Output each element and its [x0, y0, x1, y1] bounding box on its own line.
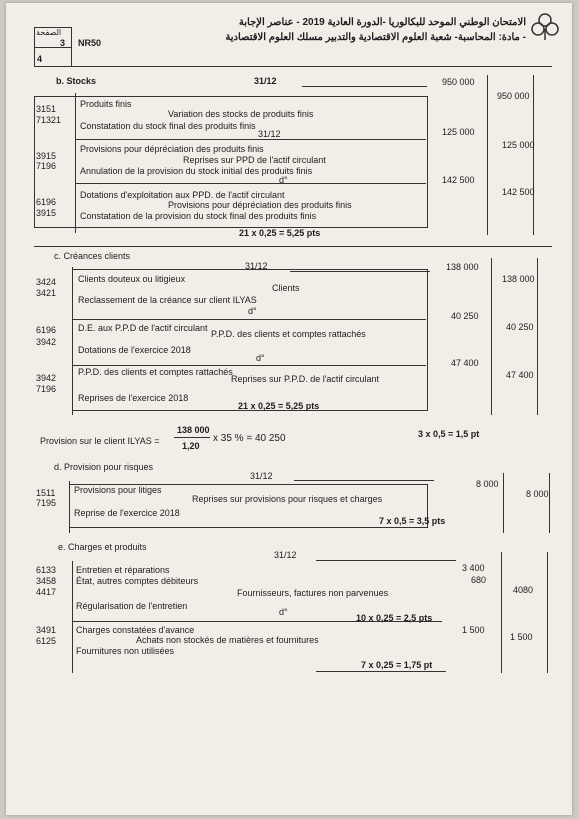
- section-b-date: 31/12: [254, 76, 277, 86]
- provision-calc-points: 3 x 0,5 = 1,5 pt: [418, 429, 480, 439]
- section-c-points: 21 x 0,25 = 5,25 pts: [238, 401, 320, 411]
- entry-c2-credit: P.P.D. des clients et comptes rattachés: [211, 329, 366, 339]
- provision-calc-result: x 35 % = 40 250: [213, 433, 286, 444]
- entry-c2-label: Dotations de l'exercice 2018: [78, 345, 191, 355]
- entry-b2-account-2: 7196: [36, 161, 57, 171]
- entry-e1-debit-2: État, autres comptes débiteurs: [76, 576, 199, 586]
- entry-c2-account-1: 6196: [36, 325, 57, 335]
- entry-e1-account-3: 4417: [36, 587, 57, 597]
- section-c-date: 31/12: [245, 261, 268, 271]
- entry-c3-account-2: 7196: [36, 384, 57, 394]
- entry-c3-credit-amount: 47 400: [506, 370, 534, 380]
- entry-c1-label: Reclassement de la créance sur client ILYAS: [78, 295, 257, 305]
- entry-b2-account-1: 3915: [36, 151, 57, 161]
- provision-calc-numerator: 138 000: [177, 425, 210, 435]
- entry-c1-debit-amount: 138 000: [446, 262, 479, 272]
- entry-e2-credit-amount: 1 500: [510, 632, 533, 642]
- entry-e1-debit-amount-1: 3 400: [462, 563, 485, 573]
- entry-b1-debit-amount: 950 000: [442, 77, 475, 87]
- entry-b3-debit: Dotations d'exploitation aux PPD. de l'actif circulant: [80, 190, 285, 200]
- entry-e2-label: Fournitures non utilisées: [76, 646, 175, 656]
- entry-d1-account-2: 7195: [36, 498, 57, 508]
- entry-c3-account-1: 3942: [36, 373, 57, 383]
- entry-c1-mark: d°: [248, 306, 257, 316]
- entry-e2-points: 7 x 0,25 = 1,75 pt: [361, 660, 433, 670]
- entry-e1-debit-amount-2: 680: [471, 575, 487, 585]
- entry-b3-debit-amount: 142 500: [442, 175, 475, 185]
- entry-e1-account-2: 3458: [36, 576, 57, 586]
- entry-c1-credit-amount: 138 000: [502, 274, 535, 284]
- page-number: 3: [60, 38, 66, 48]
- entry-e1-mark: d°: [279, 607, 288, 617]
- provision-calc-denominator: 1,20: [182, 441, 200, 451]
- entry-d1-debit-amount: 8 000: [476, 479, 499, 489]
- entry-b1-credit: Variation des stocks de produits finis: [168, 109, 314, 119]
- entry-c3-label: Reprises de l'exercice 2018: [78, 393, 189, 403]
- section-b-points: 21 x 0,25 = 5,25 pts: [239, 228, 321, 238]
- entry-b3-account-2: 3915: [36, 208, 57, 218]
- entry-b2-credit: Reprises sur PPD de l'actif circulant: [183, 155, 326, 165]
- entry-b3-account-1: 6196: [36, 197, 57, 207]
- entry-d1-debit: Provisions pour litiges: [74, 485, 162, 495]
- entry-e2-credit: Achats non stockés de matières et fournitures: [136, 635, 319, 645]
- entry-c1-account-2: 3421: [36, 288, 57, 298]
- entry-b1-date: 31/12: [258, 129, 281, 139]
- entry-c2-mark: d°: [256, 353, 265, 363]
- entry-b2-debit: Provisions pour dépréciation des produits finis: [80, 144, 264, 154]
- entry-e1-credit-amount: 4080: [513, 585, 534, 595]
- section-d-title: d. Provision pour risques: [54, 462, 154, 472]
- entry-e1-debit-1: Entretien et réparations: [76, 565, 170, 575]
- entry-b1-account-2: 71321: [36, 115, 62, 125]
- entry-b1-account-1: 3151: [36, 104, 57, 114]
- section-e-title: e. Charges et produits: [58, 542, 147, 552]
- section-d-points: 7 x 0,5 = 3,5 pts: [379, 516, 446, 526]
- entry-e2-debit-amount: 1 500: [462, 625, 485, 635]
- entry-c3-debit: P.P.D. des clients et comptes rattachés: [78, 367, 233, 377]
- entry-b2-debit-amount: 125 000: [442, 127, 475, 137]
- entry-c1-credit: Clients: [272, 283, 300, 293]
- entry-b3-credit-amount: 142 500: [502, 187, 535, 197]
- section-e-date: 31/12: [274, 550, 297, 560]
- entry-c1-account-1: 3424: [36, 277, 57, 287]
- entry-b1-label: Constatation du stock final des produits finis: [80, 121, 256, 131]
- header-line-1: الامتحان الوطني الموحد للبكالوريا -الدورة العادية 2019 - عناصر الإجابة: [238, 17, 526, 28]
- entry-c2-debit-amount: 40 250: [451, 311, 479, 321]
- entry-c1-debit: Clients douteux ou litigieux: [78, 274, 186, 284]
- entry-c2-account-2: 3942: [36, 337, 57, 347]
- entry-e1-label: Régularisation de l'entretien: [76, 601, 188, 611]
- entry-e2-debit: Charges constatées d'avance: [76, 625, 195, 635]
- entry-e2-account-1: 3491: [36, 625, 57, 635]
- entry-d1-credit-amount: 8 000: [526, 489, 549, 499]
- entry-b3-label: Constatation de la provision du stock final des produits finis: [80, 211, 317, 221]
- header-line-2: - مادة: المحاسبة- شعبة العلوم الاقتصادية والتدبير مسلك العلوم الاقتصادية: [225, 32, 526, 43]
- entry-c2-debit: D.E. aux P.P.D de l'actif circulant: [78, 323, 208, 333]
- entry-c3-credit: Reprises sur P.P.D. de l'actif circulant: [231, 374, 379, 384]
- entry-d1-account-1: 1511: [36, 488, 56, 498]
- section-d-date: 31/12: [250, 471, 273, 481]
- entry-b1-debit: Produits finis: [80, 99, 132, 109]
- exam-answer-page: [6, 3, 572, 815]
- page-label: الصفحة: [36, 28, 62, 37]
- entry-c2-credit-amount: 40 250: [506, 322, 534, 332]
- entry-d1-label: Reprise de l'exercice 2018: [74, 508, 180, 518]
- section-b-title: b. Stocks: [56, 76, 97, 86]
- entry-d1-credit: Reprises sur provisions pour risques et charges: [192, 494, 383, 504]
- entry-b1-credit-amount: 950 000: [497, 91, 530, 101]
- entry-e1-points: 10 x 0,25 = 2,5 pts: [356, 613, 433, 623]
- entry-e2-account-2: 6125: [36, 636, 57, 646]
- ministry-logo-icon: [528, 9, 562, 43]
- entry-b2-mark: d°: [279, 175, 288, 185]
- section-c-title: c. Créances clients: [54, 251, 131, 261]
- provision-calc-label: Provision sur le client ILYAS =: [40, 436, 160, 446]
- page-total: 4: [37, 54, 43, 64]
- entry-b2-credit-amount: 125 000: [502, 140, 535, 150]
- entry-b2-label: Annulation de la provision du stock initial des produits finis: [80, 166, 313, 176]
- entry-e1-credit: Fournisseurs, factures non parvenues: [237, 588, 389, 598]
- exam-code: NR50: [78, 38, 102, 48]
- entry-b3-credit: Provisions pour dépréciation des produits finis: [168, 200, 352, 210]
- entry-e1-account-1: 6133: [36, 565, 57, 575]
- entry-c3-debit-amount: 47 400: [451, 358, 479, 368]
